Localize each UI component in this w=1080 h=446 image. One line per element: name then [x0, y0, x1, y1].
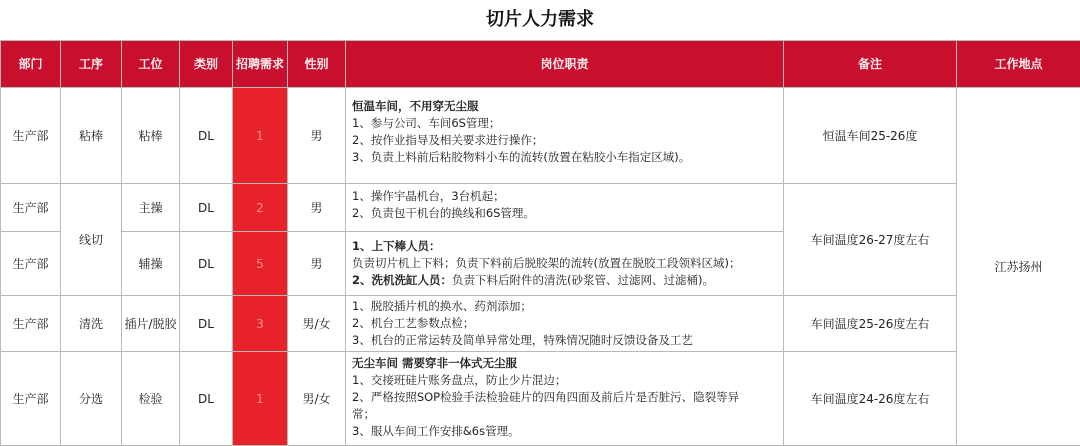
- note-cell: 车间温度26-27度左右: [784, 184, 957, 296]
- category-cell: DL: [180, 352, 233, 446]
- process-cell: 粘棒: [61, 88, 122, 184]
- duty-line-text: 负责下料后附件的清洗(砂浆管、过滤网、过滤桶)。: [452, 273, 714, 287]
- header-dept: 部门: [1, 41, 61, 88]
- location-cell: 江苏扬州: [957, 88, 1080, 446]
- duty-line-prefix: 2、洗机洗缸人员：: [352, 273, 453, 287]
- duty-line: 负责切片机上下料；负责下料前后脱胶架的流转(放置在脱胶工段领料区域)；: [352, 256, 741, 270]
- duty-line: 2、严格按照SOP检验手法检验硅片的四角四面及前后片是否脏污、隐裂等异: [352, 390, 740, 404]
- category-cell: DL: [180, 184, 233, 232]
- category-cell: DL: [180, 88, 233, 184]
- process-cell: 线切: [61, 184, 122, 296]
- header-duties: 岗位职责: [346, 41, 784, 88]
- gender-cell: 男/女: [288, 352, 346, 446]
- page-title: 切片人力需求: [486, 9, 594, 30]
- process-cell: 清洗: [61, 296, 122, 352]
- table-row: [1, 296, 1080, 352]
- station-cell: 辅操: [122, 232, 180, 296]
- header-note: 备注: [784, 41, 957, 88]
- dept-cell: 生产部: [1, 296, 61, 352]
- dept-cell: 生产部: [1, 88, 61, 184]
- header-station: 工位: [122, 41, 180, 88]
- staffing-table: [0, 40, 1080, 446]
- dept-cell: 生产部: [1, 232, 61, 296]
- header-process: 工序: [61, 41, 122, 88]
- note-cell: 车间温度25-26度左右: [784, 296, 957, 352]
- need-cell: 5: [233, 232, 288, 296]
- duties-cell: [346, 296, 784, 352]
- duty-line: 常；: [352, 407, 375, 421]
- duty-line: 1、参与公司、车间6S管理；: [352, 116, 501, 130]
- station-cell: 主操: [122, 184, 180, 232]
- gender-cell: 男: [288, 232, 346, 296]
- duties-cell: [346, 232, 784, 296]
- need-cell: 3: [233, 296, 288, 352]
- need-cell: 1: [233, 352, 288, 446]
- duty-line: 1、操作宇晶机台，3台机起；: [352, 189, 505, 203]
- duty-line: 3、服从车间工作安排&6s管理。: [352, 424, 520, 438]
- gender-cell: 男: [288, 184, 346, 232]
- dept-cell: 生产部: [1, 184, 61, 232]
- header-category: 类别: [180, 41, 233, 88]
- category-cell: DL: [180, 232, 233, 296]
- gender-cell: 男: [288, 88, 346, 184]
- duties-cell: [346, 184, 784, 232]
- duty-line: 3、负责上料前后粘胶物料小车的流转(放置在粘胶小车指定区域)。: [352, 150, 691, 164]
- duty-line: 1、交接班硅片账务盘点，防止少片混边；: [352, 373, 567, 387]
- header-gender: 性别: [288, 41, 346, 88]
- header-location: 工作地点: [957, 41, 1080, 88]
- duty-line: 无尘车间 需要穿非一体式无尘服: [352, 356, 518, 370]
- header-need: 招聘需求: [233, 41, 288, 88]
- gender-cell: 男/女: [288, 296, 346, 352]
- header-row: [1, 41, 1080, 88]
- table-row: [1, 352, 1080, 446]
- duty-line: 2、机台工艺参数点检；: [352, 316, 475, 330]
- duties-cell: [346, 88, 784, 184]
- duty-line: 1、上下棒人员：: [352, 239, 441, 253]
- duty-line: [352, 272, 777, 289]
- note-cell: 车间温度24-26度左右: [784, 352, 957, 446]
- duty-line: 3、机台的正常运转及简单异常处理，特殊情况随时反馈设备及工艺: [352, 333, 693, 347]
- note-cell: 恒温车间25-26度: [784, 88, 957, 184]
- need-cell: 1: [233, 88, 288, 184]
- category-cell: DL: [180, 296, 233, 352]
- duty-line: 2、负责包干机台的换线和6S管理。: [352, 206, 535, 220]
- duties-cell: [346, 352, 784, 446]
- table-row: [1, 88, 1080, 184]
- duty-line: 2、按作业指导及相关要求进行操作；: [352, 133, 544, 147]
- process-cell: 分选: [61, 352, 122, 446]
- station-cell: 插片/脱胶: [122, 296, 180, 352]
- station-cell: 检验: [122, 352, 180, 446]
- dept-cell: 生产部: [1, 352, 61, 446]
- duty-line: 恒温车间，不用穿无尘服: [352, 99, 479, 113]
- duty-line: 1、脱胶插片机的换水、药剂添加；: [352, 299, 532, 313]
- need-cell: 2: [233, 184, 288, 232]
- table-row: [1, 184, 1080, 232]
- station-cell: 粘棒: [122, 88, 180, 184]
